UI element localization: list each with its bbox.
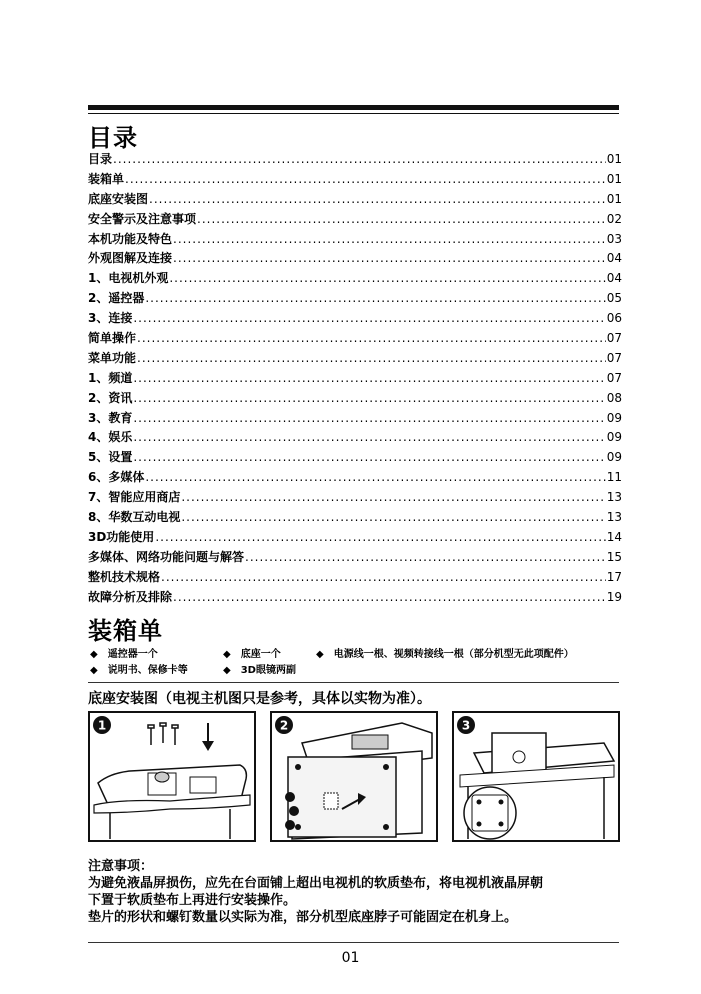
toc-entry-label: 3、连接	[88, 311, 133, 326]
toc-entry-label: 3D功能使用	[88, 529, 155, 544]
toc-leader-dots	[173, 232, 606, 246]
toc-entry	[88, 249, 622, 269]
toc-leader-dots	[133, 371, 605, 385]
toc-entry-label: 底座安装图	[88, 191, 149, 206]
toc-entry-page: 08	[606, 390, 622, 405]
toc-entry	[88, 528, 622, 548]
divider	[88, 682, 619, 683]
toc-entry	[88, 588, 622, 608]
toc-leader-dots	[133, 311, 605, 325]
notes-line: 下置于软质垫布上再进行安装操作。	[88, 893, 297, 908]
toc-entry	[88, 190, 622, 210]
toc-leader-dots	[125, 172, 606, 186]
notes-line: 垫片的形状和螺钉数量以实际为准，部分机型底座脖子可能固定在机身上。	[88, 910, 518, 925]
toc-leader-dots	[137, 331, 606, 345]
install-step-2-illustration	[270, 711, 438, 842]
toc-entry-page: 09	[606, 450, 622, 465]
toc-entry-label: 3、教育	[88, 410, 133, 425]
toc-entry-page: 07	[606, 350, 622, 365]
toc-entry-label: 2、遥控器	[88, 291, 145, 306]
toc-entry-label: 本机功能及特色	[88, 231, 173, 246]
toc-entry	[88, 468, 622, 488]
toc-entry-page: 17	[606, 569, 622, 584]
packing-title: 装箱单	[88, 617, 163, 645]
toc-leader-dots	[181, 490, 605, 504]
toc-entry-label: 外观图解及连接	[88, 251, 173, 266]
toc-leader-dots	[113, 152, 606, 166]
header-rule-thin	[88, 113, 619, 114]
toc-entry	[88, 230, 622, 250]
toc-entry-page: 06	[606, 311, 622, 326]
notes-line: 为避免液晶屏损伤，应先在台面铺上超出电视机的软质垫布，将电视机液晶屏朝	[88, 876, 544, 891]
toc-leader-dots	[145, 291, 605, 305]
toc-entry	[88, 568, 622, 588]
toc-entry	[88, 448, 622, 468]
screw-icon	[148, 723, 178, 745]
toc-entry	[88, 309, 622, 329]
toc-entry-page: 15	[606, 549, 622, 564]
toc-entry-label: 故障分析及排除	[88, 589, 173, 604]
toc-entry-page: 11	[606, 470, 622, 485]
install-title: 底座安装图（电视主机图只是参考，具体以实物为准）。	[88, 691, 431, 707]
install-step-1-illustration	[88, 711, 256, 842]
toc-entry-page: 19	[606, 589, 622, 604]
toc-leader-dots	[155, 530, 605, 544]
toc-entry-label: 4、娱乐	[88, 430, 133, 445]
toc-entry-page: 09	[606, 430, 622, 445]
toc-entry-page: 13	[606, 490, 622, 505]
notes	[88, 858, 543, 926]
toc-entry-page: 14	[606, 529, 622, 544]
toc-leader-dots	[133, 391, 605, 405]
toc-entry-page: 03	[606, 231, 622, 246]
toc-entry-label: 整机技术规格	[88, 569, 161, 584]
toc-entry	[88, 488, 622, 508]
toc-entry	[88, 170, 622, 190]
toc-entry-label: 5、设置	[88, 450, 133, 465]
toc-entry	[88, 428, 622, 448]
packing-item: ◆ 底座一个	[223, 649, 281, 660]
header-rule-thick	[88, 105, 619, 110]
toc-entry	[88, 289, 622, 309]
toc-leader-dots	[173, 251, 606, 265]
toc-entry-label: 1、电视机外观	[88, 271, 169, 286]
toc-entry-label: 8、华数互动电视	[88, 510, 181, 525]
toc-entry	[88, 409, 622, 429]
toc-leader-dots	[181, 510, 605, 524]
toc-entry-label: 简单操作	[88, 331, 137, 346]
toc-entry	[88, 548, 622, 568]
toc-leader-dots	[133, 411, 605, 425]
toc-list	[88, 150, 622, 607]
toc-entry-page: 09	[606, 410, 622, 425]
toc-entry-page: 07	[606, 331, 622, 346]
toc-entry-label: 6、多媒体	[88, 470, 145, 485]
toc-title: 目录	[88, 124, 138, 152]
toc-entry	[88, 269, 622, 289]
toc-leader-dots	[137, 351, 606, 365]
toc-leader-dots	[245, 550, 606, 564]
packing-item: ◆ 说明书、保修卡等	[90, 665, 188, 676]
toc-entry-page: 07	[606, 370, 622, 385]
toc-leader-dots	[161, 570, 606, 584]
packing-item: ◆ 遥控器一个	[90, 649, 158, 660]
toc-entry	[88, 329, 622, 349]
toc-entry-label: 1、频道	[88, 370, 133, 385]
toc-leader-dots	[133, 430, 605, 444]
toc-entry-page: 04	[606, 271, 622, 286]
toc-entry-label: 多媒体、网络功能问题与解答	[88, 549, 245, 564]
footer-divider	[88, 942, 619, 943]
toc-leader-dots	[197, 212, 606, 226]
notes-title: 注意事项：	[88, 859, 154, 874]
toc-entry-page: 01	[606, 152, 622, 166]
toc-entry-label: 菜单功能	[88, 350, 137, 365]
toc-leader-dots	[133, 450, 605, 464]
toc-leader-dots	[145, 470, 605, 484]
toc-entry	[88, 349, 622, 369]
toc-entry-label: 安全警示及注意事项	[88, 211, 197, 226]
toc-entry-label: 目录	[88, 152, 113, 166]
toc-entry	[88, 369, 622, 389]
toc-entry-label: 装箱单	[88, 171, 125, 186]
page-number: 01	[341, 950, 360, 966]
toc-entry-page: 04	[606, 251, 622, 266]
toc-entry-page: 01	[606, 171, 622, 186]
toc-leader-dots	[149, 192, 606, 206]
svg-text:1: 1	[97, 718, 107, 733]
toc-entry-page: 05	[606, 291, 622, 306]
toc-entry	[88, 389, 622, 409]
packing-item: ◆ 电源线一根、视频转接线一根（部分机型无此项配件）	[316, 649, 574, 660]
toc-entry	[88, 150, 622, 170]
packing-item: ◆ 3D眼镜两副	[223, 665, 296, 676]
toc-entry	[88, 210, 622, 230]
toc-entry-page: 13	[606, 510, 622, 525]
svg-text:3: 3	[461, 718, 471, 733]
toc-leader-dots	[173, 590, 606, 604]
install-step-3-illustration	[452, 711, 620, 842]
svg-text:2: 2	[279, 718, 289, 733]
down-arrow-icon	[202, 723, 214, 751]
toc-entry	[88, 508, 622, 528]
toc-entry-label: 7、智能应用商店	[88, 490, 181, 505]
toc-entry-label: 2、资讯	[88, 390, 133, 405]
toc-leader-dots	[169, 271, 605, 285]
toc-entry-page: 01	[606, 191, 622, 206]
toc-entry-page: 02	[606, 211, 622, 226]
